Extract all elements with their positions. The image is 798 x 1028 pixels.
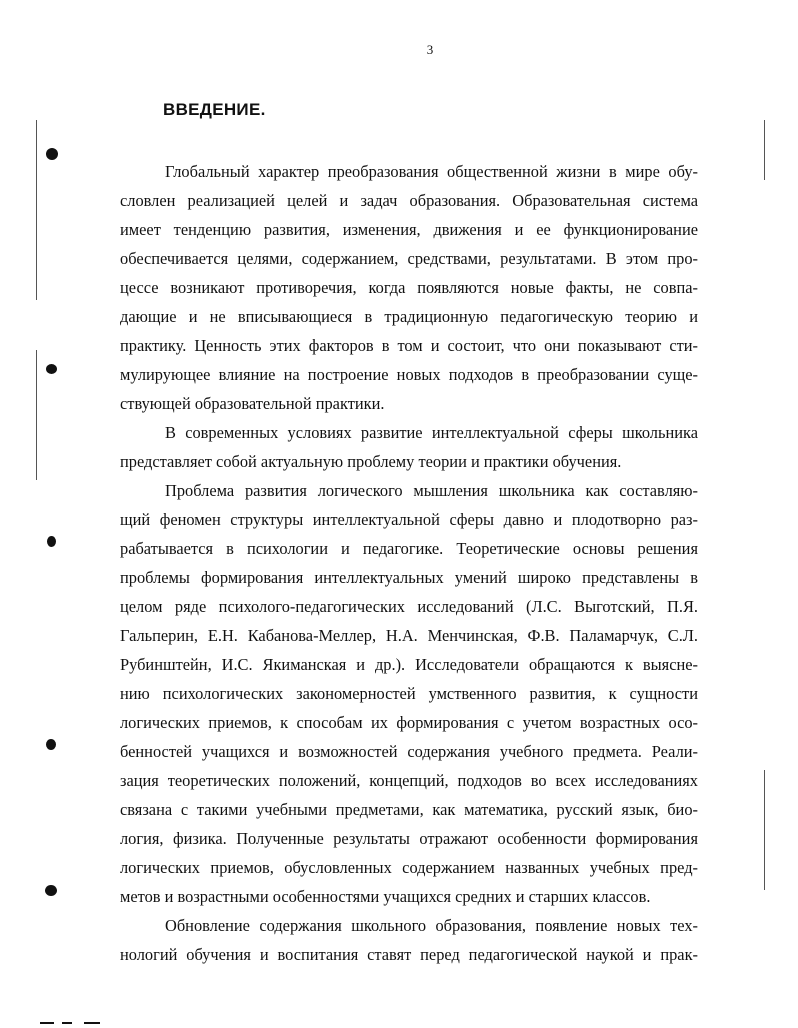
text-line: дающие и не вписывающиеся в традиционную педагогическую теорию и <box>120 307 698 326</box>
section-heading: ВВЕДЕНИЕ. <box>163 100 266 119</box>
text-line: Рубинштейн, И.С. Якиманская и др.). Исследователи обращаются к выясне- <box>120 655 698 674</box>
text-line: бенностей учащихся и возможностей содержания учебного предмета. Реали- <box>120 742 698 761</box>
text-line: рабатывается в психологии и педагогике. Теоретические основы решения <box>120 539 698 558</box>
body-text <box>120 157 698 969</box>
scan-mark <box>46 364 57 374</box>
text-line: зация теоретических положений, концепций, подходов во всех исследованиях <box>120 771 698 790</box>
page-number: 3 <box>426 42 434 57</box>
text-line: логия, физика. Полученные результаты отражают особенности формирования <box>120 829 698 848</box>
text-line: нологий обучения и воспитания ставят перед педагогической наукой и прак- <box>120 945 698 964</box>
paragraph <box>120 418 698 476</box>
text-line: логических приемов, к способам их формирования с учетом возрастных осо- <box>120 713 698 732</box>
text-line: имеет тенденцию развития, изменения, движения и ее функционирование <box>120 220 698 239</box>
margin-line <box>764 770 765 890</box>
scan-dash <box>40 1022 54 1024</box>
paragraph <box>120 476 698 911</box>
text-line: В современных условиях развитие интеллектуальной сферы школьника <box>165 423 698 442</box>
text-line: обеспечивается целями, содержанием, средствами, результатами. В этом про- <box>120 249 698 268</box>
margin-line <box>36 350 37 480</box>
scan-mark <box>47 536 56 547</box>
paragraph <box>120 157 698 418</box>
margin-line <box>764 120 765 180</box>
text-line: Проблема развития логического мышления школьника как составляю- <box>165 481 698 500</box>
text-line: целом ряде психолого-педагогических исследований (Л.С. Выготский, П.Я. <box>120 597 698 616</box>
text-line: цессе возникают противоречия, когда появляются новые факты, не совпа- <box>120 278 698 297</box>
scan-dash <box>62 1022 72 1024</box>
text-line: нию психологических закономерностей умственного развития, к сущности <box>120 684 698 703</box>
margin-line <box>36 120 37 300</box>
text-line: ствующей образовательной практики. <box>120 394 385 413</box>
text-line: логических приемов, обусловленных содержанием названных учебных пред- <box>120 858 698 877</box>
text-line: практику. Ценность этих факторов в том и состоит, что они показывают сти- <box>120 336 698 355</box>
scan-dash <box>84 1022 100 1024</box>
text-line: связана с такими учебными предметами, как математика, русский язык, био- <box>120 800 698 819</box>
text-line: представляет собой актуальную проблему теории и практики обучения. <box>120 452 622 471</box>
text-line: Глобальный характер преобразования общественной жизни в мире обу- <box>165 162 698 181</box>
text-line: Гальперин, Е.Н. Кабанова-Меллер, Н.А. Менчинская, Ф.В. Паламарчук, С.Л. <box>120 626 698 645</box>
text-line: щий феномен структуры интеллектуальной сферы давно и плодотворно раз- <box>120 510 698 529</box>
scan-mark <box>46 148 58 160</box>
text-line: Обновление содержания школьного образования, появление новых тех- <box>165 916 698 935</box>
text-line: метов и возрастными особенностями учащихся средних и старших классов. <box>120 887 651 906</box>
text-line: словлен реализацией целей и задач образования. Образовательная система <box>120 191 698 210</box>
text-line: мулирующее влияние на построение новых подходов в преобразовании суще- <box>120 365 698 384</box>
scan-mark <box>46 739 56 750</box>
paragraph <box>120 911 698 969</box>
text-line: проблемы формирования интеллектуальных умений широко представлены в <box>120 568 698 587</box>
scan-mark <box>45 885 57 896</box>
